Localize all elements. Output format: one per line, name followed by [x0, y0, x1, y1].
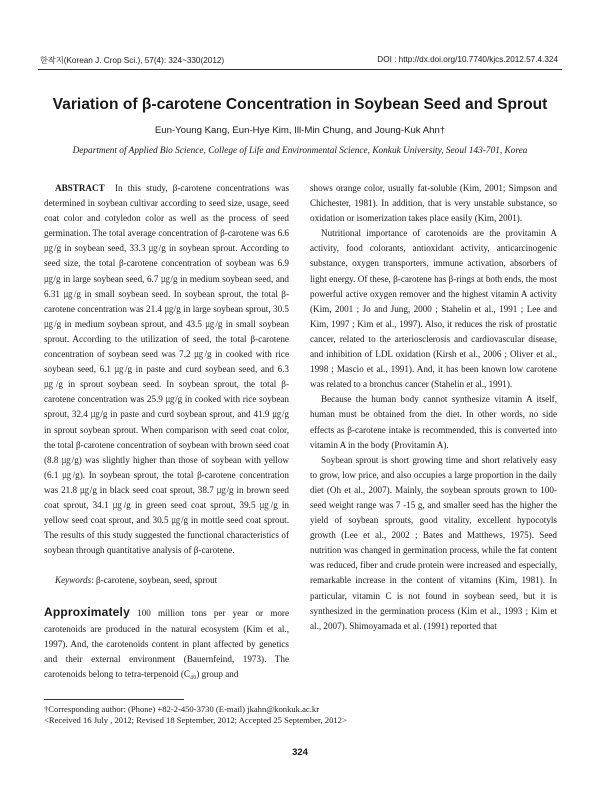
header-divider	[38, 69, 562, 70]
abstract-text: In this study, β-carotene concentrations was determined in soybean cultivar according to seed size, usage, seed coat color and cotyledon color as well as the process of seed germination. The total average concentration of β-carotene was 6.6 ㎍/g in soybean seed, 33.3 ㎍/g in soybean sprout. According to seed size, the total β-carotene concentration of soybean was 6.9 ㎍/g in large soybean seed, 6.7 ㎍/g in medium soybean seed, and 6.31 ㎍/g in small soybean seed. In soybean sprout, the total β-carotene concentration was 21.4 ㎍/g in large soybean sprout, 30.5 ㎍/g in medium soybean sprout, and 43.5 ㎍/g in small soybean sprout. According to the utilization of seed, the total β-carotene concentration of soybean seed was 7.2 ㎍/g in cooked with rice soybean seed, 6.1 ㎍/g in paste and curd soybean seed, and 6.3 ㎍/g in sprout soybean seed. In soybean sprout, the total β-carotene concentration was 25.9 ㎍/g in cooked with rice soybean sprout, 32.4 ㎍/g in paste and curd soybean sprout, and 41.9 ㎍/g in sprout soybean sprout. When comparison with seed coat color, the total β-carotene concentration of soybean with brown seed coat (8.8 ㎍/g) was slightly higher than those of soybean with yellow (6.1 ㎍/g). In soybean sprout, the total β-carotene concentration was 21.8 ㎍/g in black seed coat sprout, 38.7 ㎍/g in brown seed coat sprout, 34.1 ㎍/g in green seed coat sprout, 39.5 ㎍/g in yellow seed coat sprout, and 30.5 ㎍/g in mottle seed coat sprout. The results of this study suggested the functional characteristics of soybean through quantitative analysis of β-carotene.	[44, 183, 290, 556]
author-list: Eun-Young Kang, Eun-Hye Kim, Ill-Min Chung, and Joung-Kuk Ahn†	[154, 125, 446, 136]
keywords-label: Keywords	[55, 575, 92, 586]
intro-paragraph-1	[44, 605, 289, 681]
keywords-text: : β-carotene, soybean, seed, sprout	[91, 575, 218, 586]
keywords	[44, 573, 289, 588]
journal-citation: 한작지(Korean J. Crop Sci.), 57(4): 324~330(2012)	[40, 56, 225, 65]
intro-paragraph-4: Soybean sprout is short growing time and short relatively easy to grow, low price, and also occupies a large proportion in the daily diet (Oh et al., 2007). Mainly, the soybean sprouts grown to 100-seed weight range was 7 -15 g, and smaller seed has the higher the yield of soybean sprouts, good vitality, excellent hypocotyls growth (Lee et al., 2002 ; Bates and Matthews, 1975). Seed nutrition was changed in germination process, while the fat content was reduced, fiber and crude protein were increased and especially, remarkable increase in the content of vitamins (Kim, 1981). In particular, vitamin C is not found in soybean seed, but it is synthesized in the germination process (Kim et al., 1993 ; Kim et al., 2007). Shimoyamada et al. (1991) reported that	[310, 454, 557, 631]
corresponding-author-footnote: †Corresponding author: (Phone) +82-2-450-3730 (E-mail) jkahn@konkuk.ac.kr	[44, 704, 320, 714]
intro-paragraph-1-continued: shows orange color, usually fat-soluble (Kim, 2001; Simpson and Chichester, 1981). In addition, that is very unstable substance, so oxidation or isomerization takes place easily (Kim, 2001).	[310, 183, 557, 224]
paper-title: Variation of β-carotene Concentration in Soybean Seed and Sprout	[52, 96, 548, 113]
abstract-label: ABSTRACT	[55, 183, 105, 193]
doi-link[interactable]: DOI : http://dx.doi.org/10.7740/kjcs.2012.57.4.324	[377, 55, 558, 64]
intro-first-word: Approximately	[44, 605, 130, 620]
page-number: 324	[292, 747, 308, 758]
intro-paragraph-1-text: 100 million tons per year or more carotenoids are produced in the natural ecosystem (Kim et al., 1997). And, the carotenoids content in plant affected by genetics and their external environment (Bauernfeind, 1973). The carotenoids belong to tetra-terpenoid (C₄₀) group and	[44, 608, 290, 679]
abstract	[44, 181, 289, 558]
footnote-divider	[44, 699, 184, 700]
left-column	[44, 181, 289, 682]
received-dates-footnote: <Received 16 July , 2012; Revised 18 September, 2012; Accepted 25 September, 2012>	[44, 715, 347, 725]
affiliation: Department of Applied Bio Science, College of Life and Environmental Science, Konkuk University, Seoul 143-701, Korea	[72, 146, 528, 156]
intro-paragraph-3: Because the human body cannot synthesize vitamin A itself, human must be obtained from the diet. In other words, no side effects as β-carotene intake is recommended, this is converted into vitamin A in the body (Provitamin A).	[310, 394, 557, 450]
intro-paragraph-2: Nutritional importance of carotenoids are the provitamin A activity, food colorants, antioxidant activity, anticarcinogenic substance, oxygen transporters, immune activation, absorbers of light energy. Of these, β-carotene has β-rings at both ends, the most powerful active oxygen remover and the highest vitamin A activity (Kim, 2001 ; Jo and Jung, 2000 ; Stahelin et al., 1991 ; Lee and Kim, 1997 ; Kim et al., 1997). Also, it reduces the risk of prostatic cancer, related to the arteriosclerosis and cardiovascular disease, and inhibition of LDL oxidation (Kirsh et al., 2006 ; Oliver et al., 1998 ; Mascio et al., 1991). And, it has been known low carotene was related to a bronchus cancer (Stahelin et al., 1991).	[310, 228, 557, 390]
right-column	[310, 181, 557, 634]
